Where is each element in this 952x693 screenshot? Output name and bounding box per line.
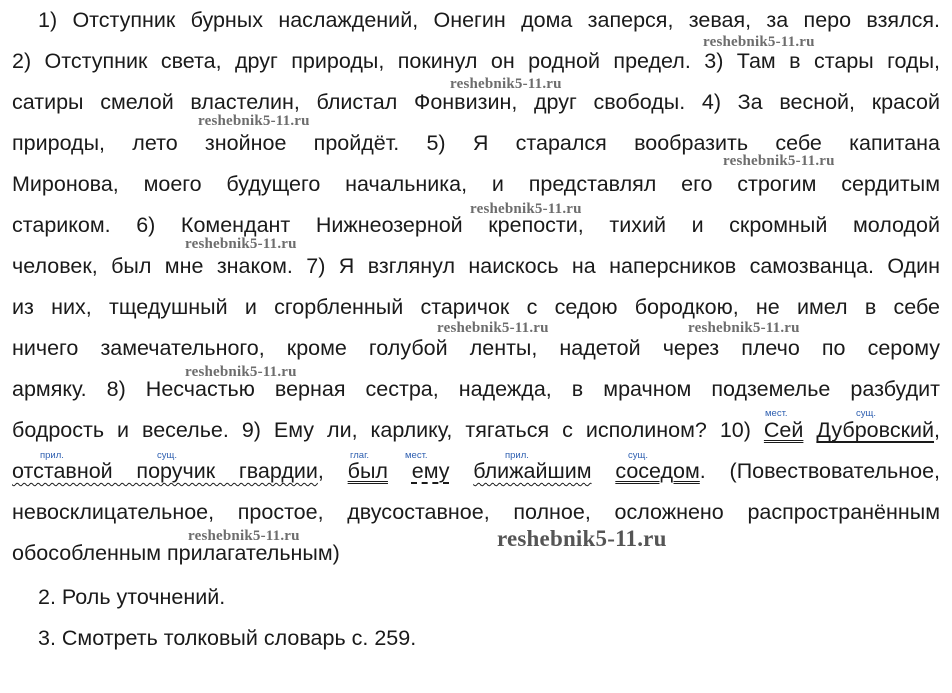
- attribute-adjective: ближайшим: [473, 459, 592, 483]
- pos-tag-sush: сущ.: [628, 450, 648, 461]
- pos-tag-sush: сущ.: [157, 450, 177, 461]
- text-line-2: 2) Отступник света, друг природы, покинул он родной предел. 3) Там в стары годы,: [12, 49, 940, 73]
- appositive-phrase: отставной поручик гвардии: [12, 459, 318, 483]
- list-item-2: 2. Роль уточнений.: [38, 585, 226, 609]
- text-line-14: обособленным прилагательным): [12, 541, 340, 565]
- space: [803, 418, 816, 442]
- line12-tail: . (Повествовательное,: [699, 459, 941, 483]
- text-line-12: [12, 451, 940, 492]
- text-line-7: человек, был мне знаком. 7) Я взглянул наискось на наперсников самозванца. Один: [12, 254, 940, 278]
- line11-lead: бодрость и веселье. 9) Ему ли, карлику, тягаться с исполином? 10): [12, 418, 764, 442]
- object-pronoun: ему: [411, 459, 450, 483]
- text-line-9: ничего замечательного, кроме голубой ленты, надетой через плечо по серому: [12, 336, 940, 360]
- pos-tag-pril: прил.: [40, 450, 64, 461]
- watermark: reshebnik5-11.ru: [185, 236, 297, 252]
- text-line-8: из них, тщедушный и сгорбленный старичок с седою бородкою, не имел в себе: [12, 295, 940, 319]
- predicate-noun: соседом: [615, 459, 700, 483]
- watermark: reshebnik5-11.ru: [437, 320, 549, 336]
- watermark: reshebnik5-11.ru: [185, 364, 297, 380]
- text-line-4: природы, лето знойное пройдёт. 5) Я старался вообразить себе капитана: [12, 131, 940, 155]
- subject-pronoun: Сей: [763, 418, 804, 442]
- pos-tag-pril: прил.: [505, 450, 529, 461]
- text-line-6: стариком. 6) Комендант Нижнеозерной крепости, тихий и скромный молодой: [12, 213, 940, 237]
- text-line-5: Миронова, моего будущего начальника, и представлял его строгим сердитым: [12, 172, 940, 196]
- watermark: reshebnik5-11.ru: [450, 76, 562, 92]
- watermark-large: reshebnik5-11.ru: [497, 526, 667, 551]
- text-line-1: 1) Отступник бурных наслаждений, Онегин дома заперся, зевая, за перо взялся.: [38, 8, 940, 32]
- watermark: reshebnik5-11.ru: [703, 34, 815, 50]
- subject-noun: Дубровский: [816, 418, 935, 442]
- text-line-13: невосклицательное, простое, двусоставное, полное, осложнено распространённым: [12, 500, 940, 524]
- text-line-3: сатиры смелой властелин, блистал Фонвизин, друг свободы. 4) За весной, красой: [12, 90, 940, 114]
- text-line-11: [12, 410, 940, 451]
- list-item-3: 3. Смотреть толковый словарь с. 259.: [38, 626, 417, 650]
- watermark: reshebnik5-11.ru: [688, 320, 800, 336]
- comma: ,: [317, 459, 348, 483]
- watermark: reshebnik5-11.ru: [198, 113, 310, 129]
- watermark: reshebnik5-11.ru: [188, 528, 300, 544]
- pos-tag-mest: мест.: [765, 408, 788, 419]
- watermark: reshebnik5-11.ru: [470, 201, 582, 217]
- text-line-10: армяку. 8) Несчастью верная сестра, надежда, в мрачном подземелье разбудит: [12, 377, 940, 401]
- pos-tag-glag: глаг.: [350, 450, 370, 461]
- predicate-verb: был: [347, 459, 388, 483]
- comma: ,: [934, 418, 940, 442]
- pos-tag-mest: мест.: [405, 450, 428, 461]
- pos-tag-sush: сущ.: [856, 408, 876, 419]
- watermark: reshebnik5-11.ru: [723, 153, 835, 169]
